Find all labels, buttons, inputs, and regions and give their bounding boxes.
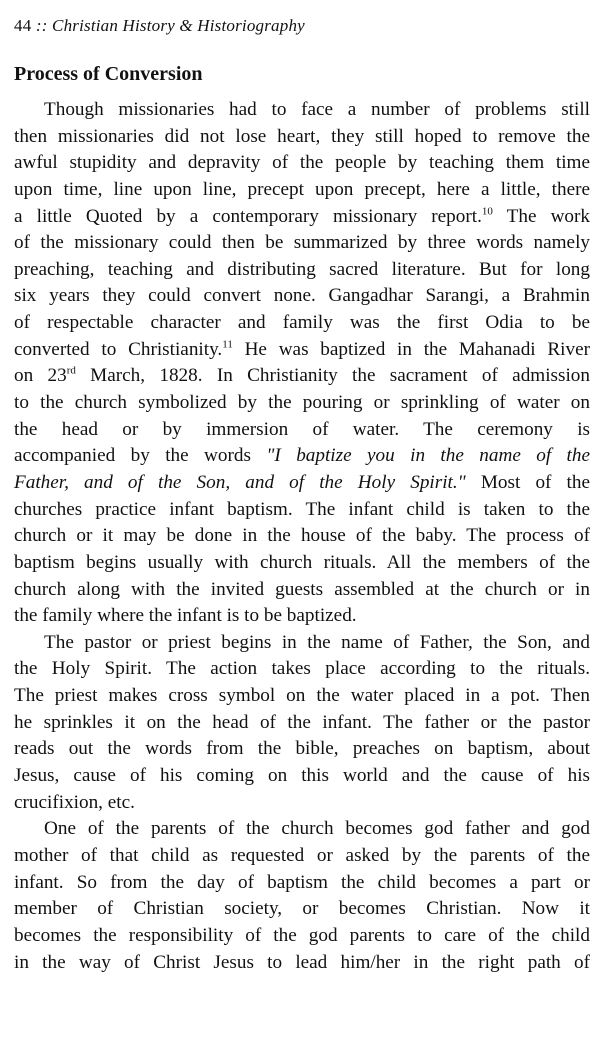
text-line: six years they could convert none. Gangadhar Sarangi, a Brahmin — [14, 285, 590, 307]
body-text — [14, 97, 590, 976]
text-line: of the missionary could then be summarized by three words namely — [14, 232, 590, 254]
text-line: awful stupidity and depravity of the people by teaching them time — [14, 152, 590, 174]
text-line: reads out the words from the bible, preaches on baptism, about — [14, 738, 590, 760]
text-line: mother of that child as requested or asked by the parents of the — [14, 844, 590, 866]
text-line: in the way of Christ Jesus to lead him/her in the right path of — [14, 951, 590, 973]
text-line: church along with the invited guests assembled at the church or in — [14, 578, 590, 600]
text-line: baptism begins usually with church rituals. All the members of the — [14, 551, 590, 573]
text-line: The priest makes cross symbol on the water placed in a pot. Then — [14, 685, 590, 707]
text-line: upon time, line upon line, precept upon precept, here a little, there — [14, 178, 590, 200]
footnote-marker: 11 — [222, 338, 233, 351]
paragraph-3 — [14, 816, 590, 976]
text-line: becomes the responsibility of the god parents to care of the child — [14, 924, 590, 946]
text-segment: accompanied by the words — [14, 445, 251, 467]
text-line: member of Christian society, or becomes Christian. Now it — [14, 898, 590, 920]
italic-quote: Father, and of the Son, and of the Holy Spirit." — [14, 471, 466, 493]
text-line: the family where the infant is to be baptized. — [14, 605, 357, 627]
text-line: Jesus, cause of his coming on this world and the cause of his — [14, 765, 590, 787]
text-line: preaching, teaching and distributing sacred literature. But for long — [14, 258, 590, 280]
ordinal-suffix: rd — [66, 365, 76, 378]
paragraph-1 — [14, 97, 590, 630]
paragraph-2 — [14, 630, 590, 816]
text-line — [14, 443, 590, 470]
text-line: to the church symbolized by the pouring or sprinkling of water on — [14, 392, 590, 414]
text-segment: on 23 — [14, 365, 67, 387]
text-line — [14, 363, 590, 390]
text-segment: converted to Christianity. — [14, 338, 223, 360]
text-line: One of the parents of the church becomes god father and god — [44, 818, 590, 840]
text-line: infant. So from the day of baptism the child becomes a part or — [14, 871, 590, 893]
text-line — [14, 470, 590, 497]
text-line — [14, 204, 590, 231]
text-line: the Holy Spirit. The action takes place according to the rituals. — [14, 658, 590, 680]
text-line: church or it may be done in the house of the baby. The process of — [14, 525, 590, 547]
text-segment: Most of the — [465, 471, 590, 493]
text-line: he sprinkles it on the head of the infant. The father or the pastor — [14, 711, 590, 733]
text-line: the head or by immersion of water. The ceremony is — [14, 418, 590, 440]
italic-quote: "I baptize you in the name of the — [266, 445, 590, 467]
running-head — [14, 16, 305, 36]
text-segment: He was baptized in the Mahanadi River — [232, 338, 590, 360]
text-line: crucifixion, etc. — [14, 791, 135, 813]
section-heading: Process of Conversion — [14, 63, 203, 85]
text-segment: March, 1828. In Christianity the sacrament of admission — [75, 365, 590, 387]
text-line: Though missionaries had to face a number of problems still — [44, 99, 590, 120]
text-segment: The work — [492, 205, 591, 227]
text-line: of respectable character and family was the first Odia to be — [14, 312, 590, 334]
text-line — [14, 337, 590, 364]
page-number: 44 — [14, 16, 32, 35]
book-title: Christian History & Historiography — [52, 16, 305, 35]
text-line: churches practice infant baptism. The infant child is taken to the — [14, 498, 590, 520]
footnote-marker: 10 — [481, 205, 493, 218]
running-head-separator: :: — [35, 16, 48, 35]
text-line: The pastor or priest begins in the name of Father, the Son, and — [44, 631, 590, 653]
text-segment: a little Quoted by a contemporary missionary report. — [14, 205, 482, 227]
text-line: then missionaries did not lose heart, they still hoped to remove the — [14, 125, 590, 147]
